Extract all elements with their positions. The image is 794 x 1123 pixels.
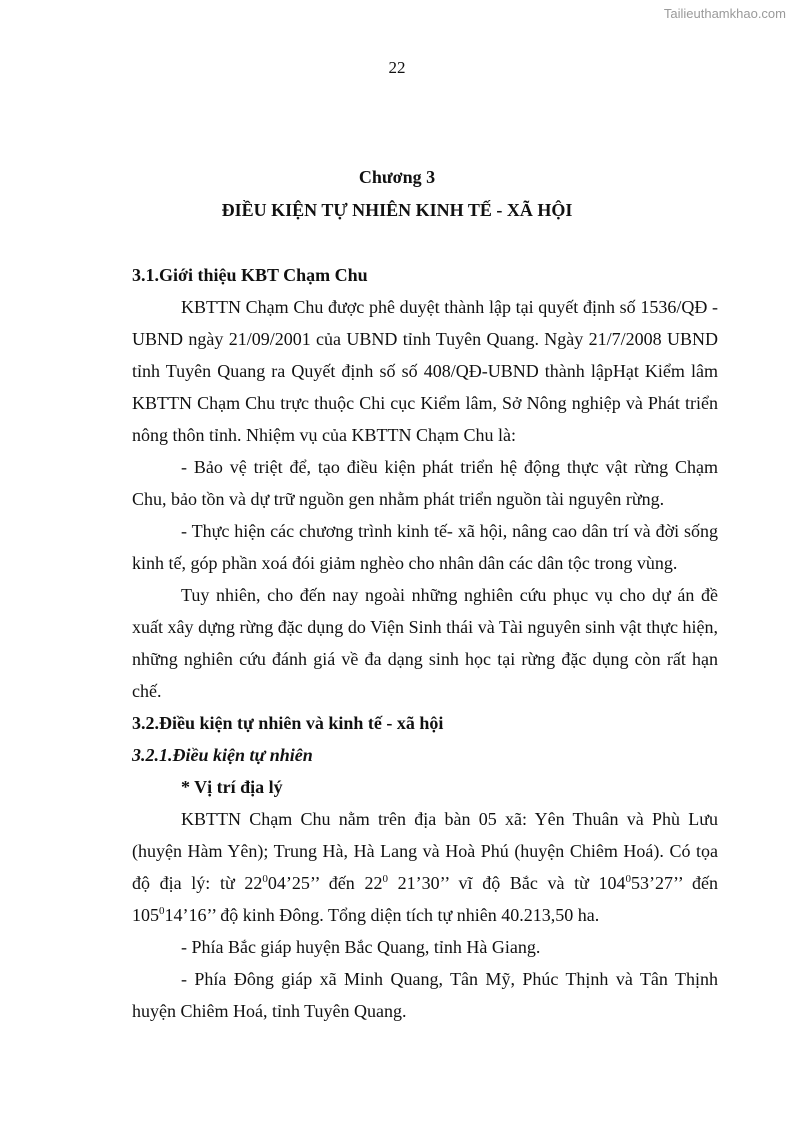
text-run: 53’27’’ đến 105 [132, 873, 718, 925]
text-run: 14’16’’ độ kinh Đông. Tổng diện tích tự nhiên 40.213,50 ha. [164, 905, 600, 925]
section-heading-3-2: 3.2.Điều kiện tự nhiên và kinh tế - xã hội [132, 713, 444, 733]
document-body [132, 259, 718, 1027]
paragraph-coordinates [132, 803, 718, 931]
degree-superscript: 0 [262, 873, 268, 885]
paragraph: - Thực hiện các chương trình kinh tế- xã hội, nâng cao dân trí và đời sống kinh tế, góp phần xoá đói giảm nghèo cho nhân dân các dân tộc trong vùng. [132, 521, 718, 573]
subsection-heading-3-2-1: 3.2.1.Điều kiện tự nhiên [132, 745, 313, 765]
paragraph: Tuy nhiên, cho đến nay ngoài những nghiên cứu phục vụ cho dự án đề xuất xây dựng rừng đặc dụng do Viện Sinh thái và Tài nguyên sinh vật thực hiện, những nghiên cứu đánh giá về đa dạng sinh học tại rừng đặc dụng còn rất hạn chế. [132, 585, 718, 701]
item-heading-location: * Vị trí địa lý [181, 777, 283, 797]
page-number: 22 [388, 58, 406, 77]
degree-superscript: 0 [382, 873, 388, 885]
text-run: KBTTN Chạm Chu nằm trên địa bàn 05 xã: Yên Thuân và Phù Lưu (huyện Hàm Yên); Trung Hà, Hà Lang và Hoà Phú (huyện Chiêm Hoá). Có tọa độ địa lý: từ 22 [132, 809, 718, 893]
paragraph: - Phía Bắc giáp huyện Bắc Quang, tỉnh Hà Giang. [181, 937, 541, 957]
chapter-title: ĐIỀU KIỆN TỰ NHIÊN KINH TẾ - XÃ HỘI [221, 200, 573, 220]
chapter-label: Chương 3 [358, 167, 436, 187]
degree-superscript: 0 [625, 873, 632, 885]
text-run: 21’30’’ vĩ độ Bắc và từ 104 [387, 873, 626, 893]
section-heading-3-1: 3.1.Giới thiệu KBT Chạm Chu [132, 265, 368, 285]
watermark: Tailieuthamkhao.com [663, 6, 786, 21]
degree-superscript: 0 [159, 905, 165, 917]
paragraph: - Phía Đông giáp xã Minh Quang, Tân Mỹ, Phúc Thịnh và Tân Thịnh huyện Chiêm Hoá, tỉnh Tuyên Quang. [132, 969, 718, 1021]
text-run: 04’25’’ đến 22 [267, 873, 383, 893]
paragraph: - Bảo vệ triệt để, tạo điều kiện phát triển hệ động thực vật rừng Chạm Chu, bảo tồn và dự trữ nguồn gen nhằm phát triển nguồn tài nguyên rừng. [132, 457, 718, 509]
paragraph: KBTTN Chạm Chu được phê duyệt thành lập tại quyết định số 1536/QĐ - UBND ngày 21/09/2001 của UBND tỉnh Tuyên Quang. Ngày 21/7/2008 UBND tỉnh Tuyên Quang ra Quyết định số số 408/QĐ-UBND thành lậpHạt Kiểm lâm KBTTN Chạm Chu trực thuộc Chi cục Kiểm lâm, Sở Nông nghiệp và Phát triển nông thôn tỉnh. Nhiệm vụ của KBTTN Chạm Chu là: [132, 297, 718, 445]
